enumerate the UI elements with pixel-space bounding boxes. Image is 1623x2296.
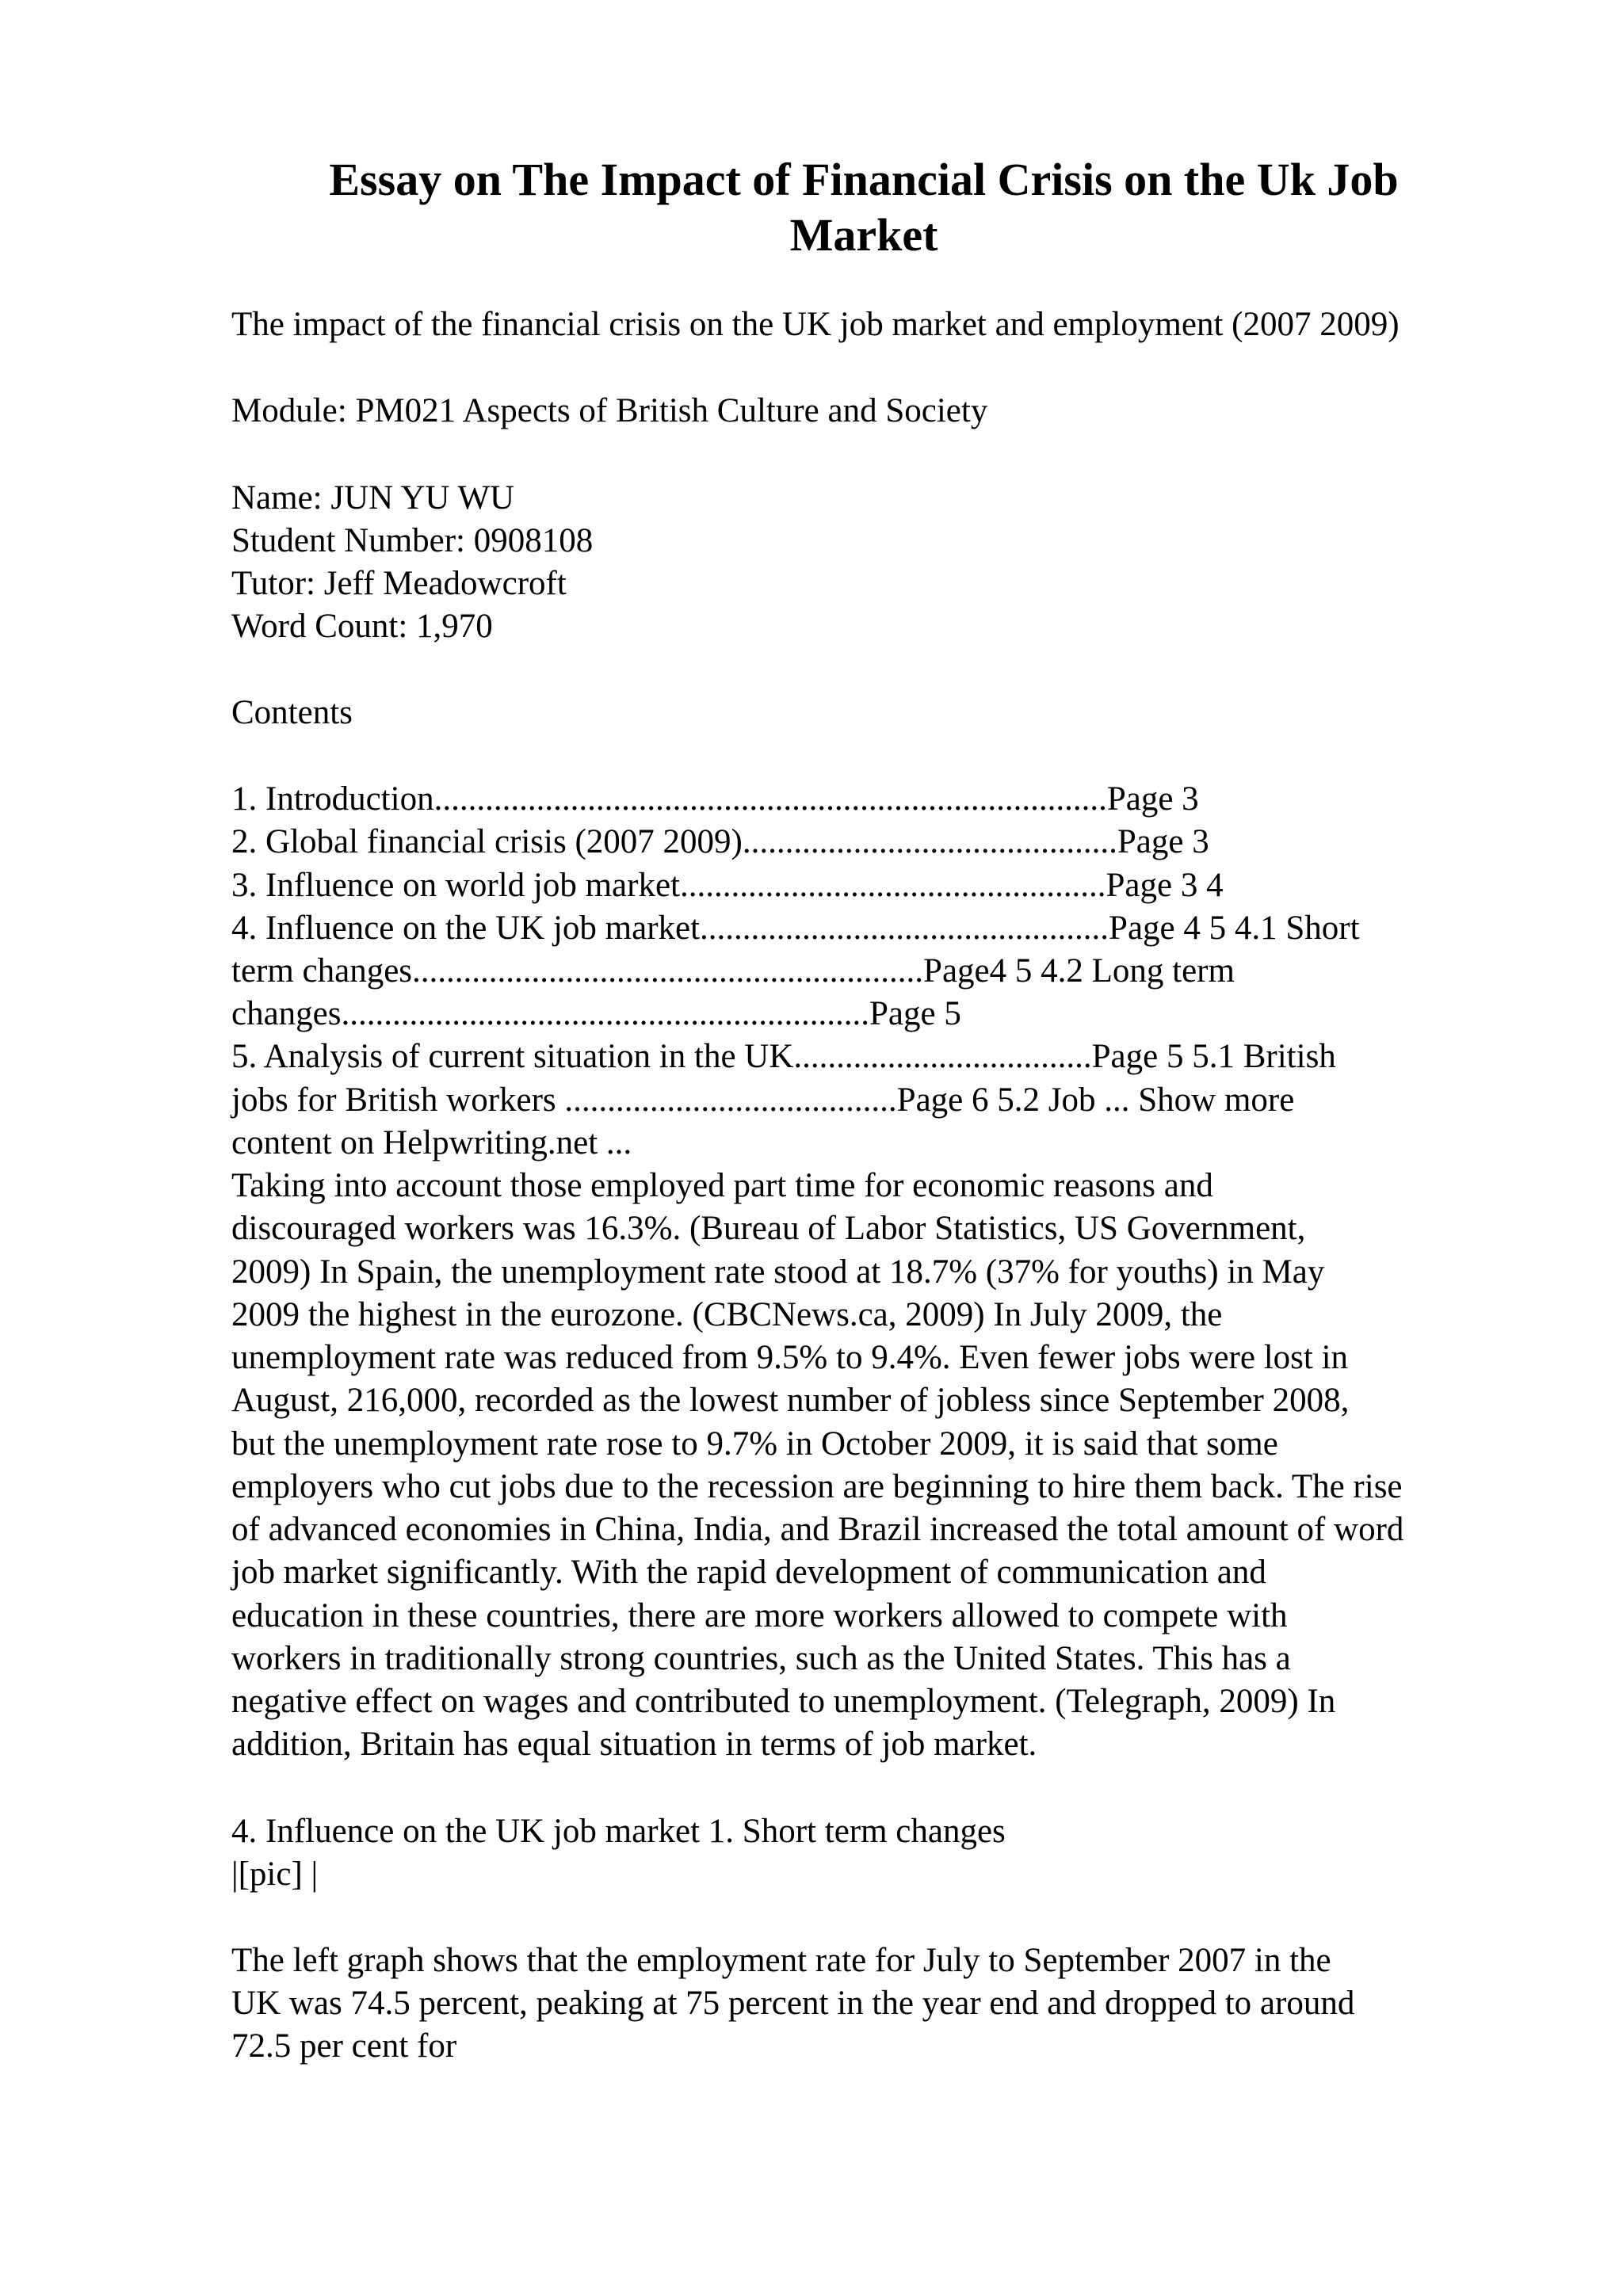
body-line: addition, Britain has equal situation in terms of job market. bbox=[231, 1726, 1037, 1763]
body-line: job market significantly. With the rapid development of communication and bbox=[231, 1554, 1266, 1591]
essay-title-line-1: Essay on The Impact of Financial Crisis on the Uk Job bbox=[329, 154, 1399, 205]
tutor-line: Tutor: Jeff Meadowcroft bbox=[231, 565, 567, 602]
contents-line: term changes............................................................Page4 5 4.2 Long term bbox=[231, 952, 1235, 990]
contents-line: 5. Analysis of current situation in the UK...................................Page 5 5.1 British bbox=[231, 1038, 1336, 1075]
body-line: workers in traditionally strong countries, such as the United States. This has a bbox=[231, 1640, 1291, 1677]
contents-line: 3. Influence on world job market..................................................Page 3 4 bbox=[231, 867, 1224, 904]
contents-line: changes..............................................................Page 5 bbox=[231, 995, 961, 1032]
body-line: but the unemployment rate rose to 9.7% in October 2009, it is said that some bbox=[231, 1425, 1278, 1463]
final-line: 72.5 per cent for bbox=[231, 2027, 457, 2065]
pic-placeholder: |[pic] | bbox=[231, 1855, 319, 1893]
body-line: 2009) In Spain, the unemployment rate stood at 18.7% (37% for youths) in May bbox=[231, 1253, 1325, 1291]
body-line: negative effect on wages and contributed to unemployment. (Telegraph, 2009) In bbox=[231, 1683, 1336, 1720]
essay-title bbox=[230, 152, 1498, 263]
contents-line: 4. Influence on the UK job market................................................Page 4 5 4.1 Short bbox=[231, 910, 1360, 947]
contents-heading: Contents bbox=[231, 694, 353, 731]
final-line: UK was 74.5 percent, peaking at 75 percent in the year end and dropped to around bbox=[231, 1985, 1355, 2022]
essay-subtitle: The impact of the financial crisis on the UK job market and employment (2007 2009) bbox=[231, 306, 1400, 343]
body-line: Taking into account those employed part time for economic reasons and bbox=[231, 1167, 1213, 1204]
essay-title-line-2: Market bbox=[789, 209, 938, 261]
section-heading: 4. Influence on the UK job market 1. Short term changes bbox=[231, 1813, 1006, 1850]
contents-line: content on Helpwriting.net ... bbox=[231, 1124, 632, 1161]
body-line: August, 216,000, recorded as the lowest number of jobless since September 2008, bbox=[231, 1382, 1350, 1419]
body-line: unemployment rate was reduced from 9.5% to 9.4%. Even fewer jobs were lost in bbox=[231, 1339, 1349, 1376]
body-line: education in these countries, there are more workers allowed to compete with bbox=[231, 1597, 1288, 1634]
student-name: Name: JUN YU WU bbox=[231, 479, 515, 517]
body-line: 2009 the highest in the eurozone. (CBCNews.ca, 2009) In July 2009, the bbox=[231, 1296, 1223, 1333]
final-line: The left graph shows that the employment rate for July to September 2007 in the bbox=[231, 1942, 1331, 1979]
student-number: Student Number: 0908108 bbox=[231, 522, 594, 559]
contents-line: 1. Introduction...............................................................................Page 3 bbox=[231, 780, 1199, 818]
body-line: employers who cut jobs due to the recession are beginning to hire them back. The rise bbox=[231, 1468, 1403, 1505]
contents-line: 2. Global financial crisis (2007 2009)............................................Page 3 bbox=[231, 823, 1209, 860]
body-line: of advanced economies in China, India, and Brazil increased the total amount of word bbox=[231, 1511, 1404, 1548]
body-line: discouraged workers was 16.3%. (Bureau of Labor Statistics, US Government, bbox=[231, 1210, 1306, 1247]
word-count: Word Count: 1,970 bbox=[231, 608, 493, 645]
module-line: Module: PM021 Aspects of British Culture and Society bbox=[231, 392, 988, 429]
contents-line: jobs for British workers .......................................Page 6 5.2 Job ... Show more bbox=[231, 1081, 1295, 1119]
